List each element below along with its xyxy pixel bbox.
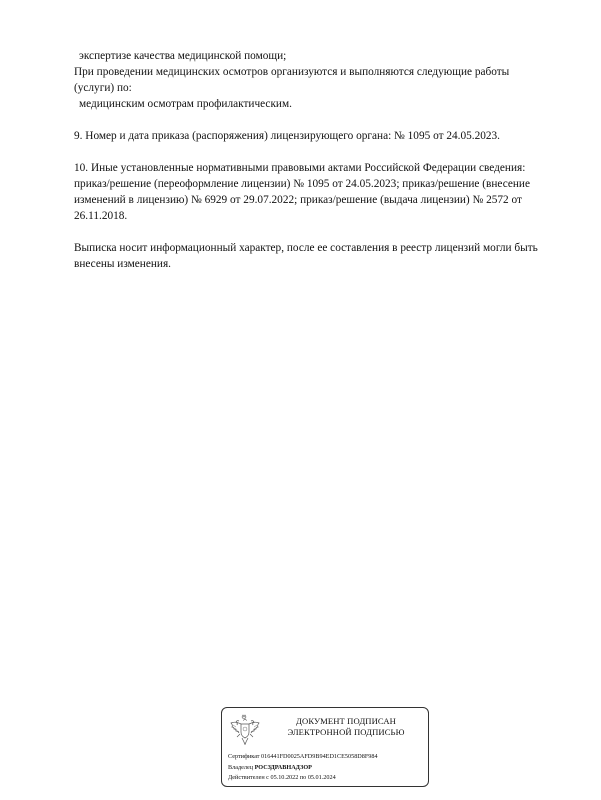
stamp-title <box>266 716 426 738</box>
double-headed-eagle-emblem-icon <box>230 714 260 748</box>
item-10-line: изменений в лицензию) № 6929 от 29.07.2022; приказ/решение (выдача лицензии) № 2572 от <box>74 194 522 206</box>
text-line: медицинским осмотрам профилактическим. <box>79 98 292 110</box>
item-10-line: 10. Иные установленные нормативными правовыми актами Российской Федерации сведения: <box>74 162 526 174</box>
stamp-details <box>228 752 428 784</box>
text-line: При проведении медицинских осмотров организуются и выполняются следующие работы <box>74 66 510 78</box>
owner-row <box>228 763 428 774</box>
stamp-title-line: ДОКУМЕНТ ПОДПИСАН <box>296 716 396 726</box>
disclaimer-line: Выписка носит информационный характер, после ее составления в реестр лицензий могли быть <box>74 242 538 254</box>
item-9-paragraph: 9. Номер и дата приказа (распоряжения) лицензирующего органа: № 1095 от 24.05.2023. <box>74 130 500 142</box>
owner-value: РОСЗДРАВНАДЗОР <box>254 763 312 771</box>
certificate-value: 016441FD0025AFD9B94ED1CE5058D8F984 <box>261 753 378 760</box>
disclaimer-line: внесены изменения. <box>74 258 171 270</box>
owner-label: Владелец <box>228 763 254 771</box>
text-line: (услуги) по: <box>74 82 132 94</box>
stamp-title-line: ЭЛЕКТРОННОЙ ПОДПИСЬЮ <box>287 727 405 737</box>
text-line: экспертизе качества медицинской помощи; <box>79 50 287 62</box>
certificate-label: Сертификат <box>228 753 260 760</box>
item-10-line: приказ/решение (переоформление лицензии) № 1095 от 24.05.2023; приказ/решение (внесение <box>74 178 530 190</box>
certificate-row <box>228 752 428 763</box>
electronic-signature-stamp <box>221 707 429 787</box>
validity-text: Действителен с 05.10.2022 по 05.01.2024 <box>228 774 336 781</box>
item-10-line: 26.11.2018. <box>74 210 128 222</box>
document-body <box>74 48 574 272</box>
